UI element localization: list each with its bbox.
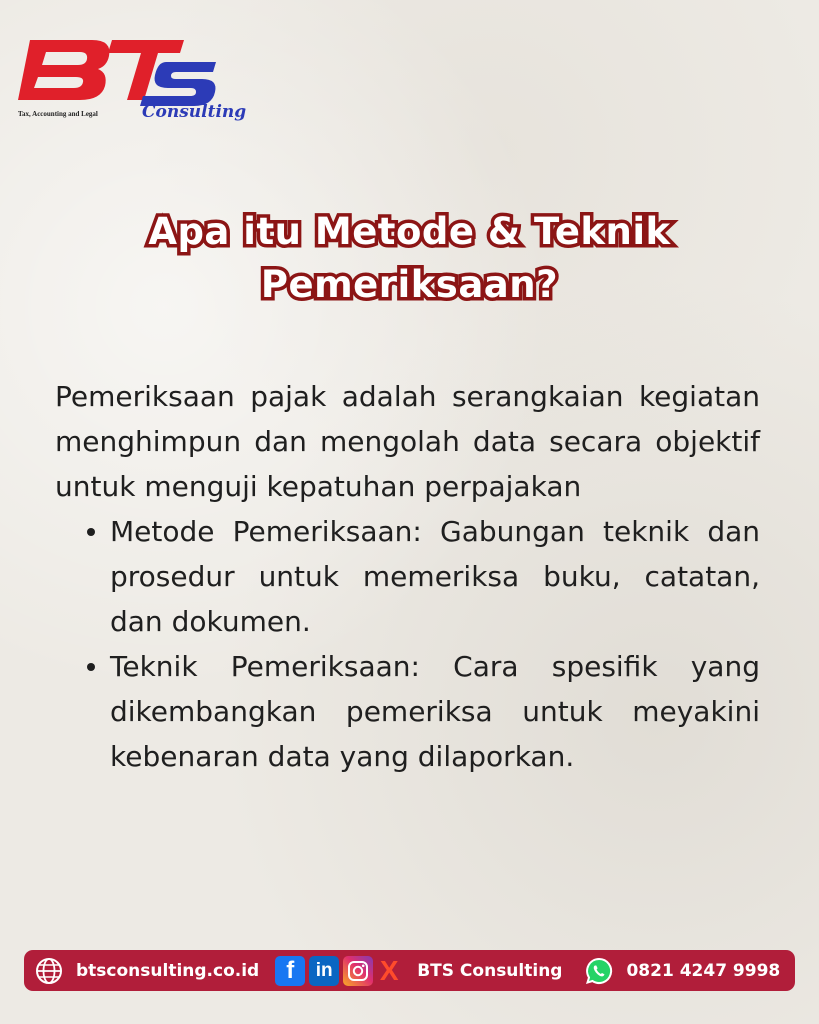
intro-paragraph: Pemeriksaan pajak adalah serangkaian kegiatan menghimpun dan mengolah data secara objektif untuk menguji kepatuhan perpajakan [55,380,760,503]
globe-icon [34,956,64,986]
x-icon[interactable]: X [379,954,399,986]
logo-tagline: Tax, Accounting and Legal [18,110,98,118]
bullet-text-teknik: Teknik Pemeriksaan: Cara spesifik yang dikembangkan pemeriksa untuk meyakini kebenaran data yang dilaporkan. [110,650,760,773]
bullet-dot-icon [87,528,95,536]
bts-logo [16,36,247,128]
social-icons [275,956,401,986]
page-title [0,205,819,311]
logo-consulting-text: Consulting [142,102,247,122]
footer-bar [24,950,795,991]
whatsapp-icon[interactable] [584,956,614,986]
linkedin-icon[interactable]: in [309,956,339,986]
website-link[interactable]: btsconsulting.co.id [76,960,260,981]
title-line-1: Apa itu Metode & Teknik [148,210,671,253]
bullet-item-teknik [55,644,760,779]
facebook-icon[interactable]: f [275,956,305,986]
bullet-item-metode [55,509,760,644]
bullet-dot-icon [87,663,95,671]
bullet-list [55,509,760,779]
bullet-text-metode: Metode Pemeriksaan: Gabungan teknik dan prosedur untuk memeriksa buku, catatan, dan dokumen. [110,515,760,638]
title-line-2: Pemeriksaan? [260,263,559,306]
brand-name: BTS Consulting [417,960,563,981]
instagram-icon[interactable] [343,956,373,986]
phone-number[interactable]: 0821 4247 9998 [626,960,781,981]
main-content [55,374,760,779]
